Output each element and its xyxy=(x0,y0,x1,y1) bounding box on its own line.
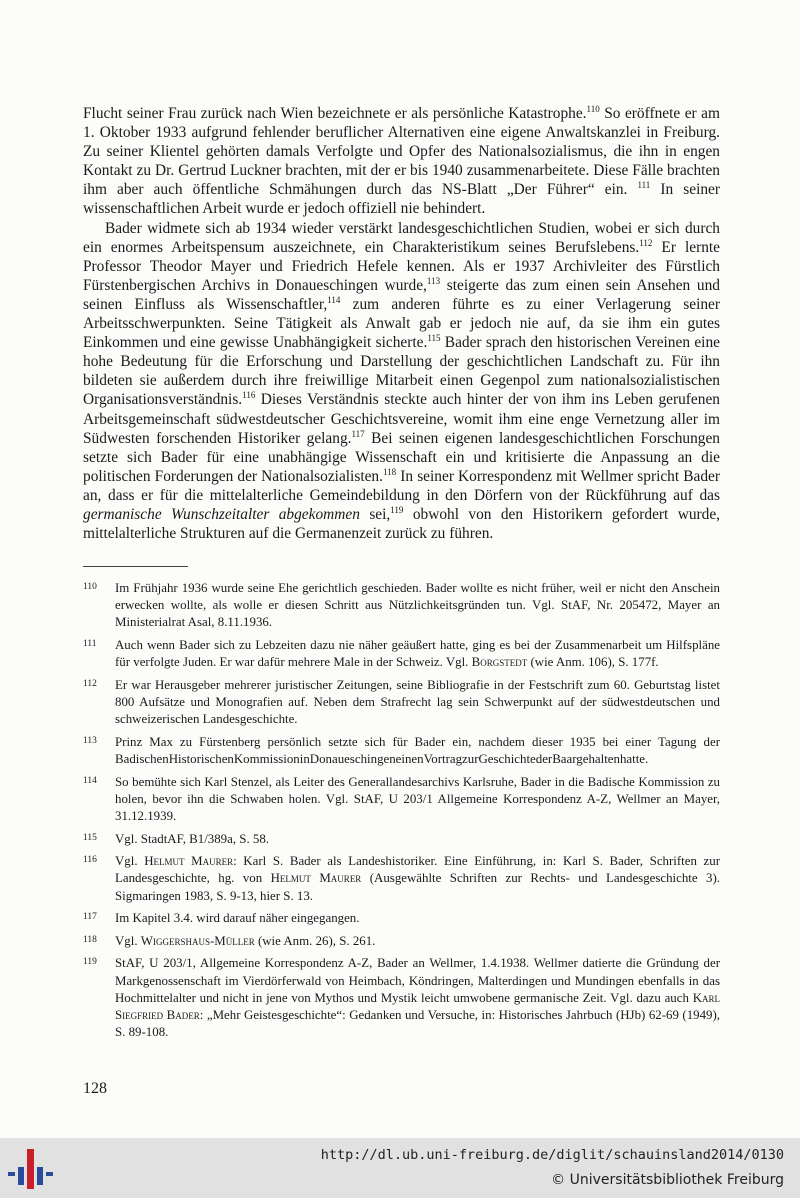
footnote xyxy=(83,910,720,927)
page-number: 128 xyxy=(83,1080,107,1097)
footnote xyxy=(83,580,720,632)
footnote xyxy=(83,734,720,768)
text-run: Dieses Verständnis steckte auch hinter der von ihm ins Leben gerufenen Arbeitsgemeinschaft südwestdeutscher Geschichtsvereine, womit ihm eine enge Vernetzung aller im Südwesten forschenden Historiker gelang. xyxy=(83,391,720,447)
footnote-text xyxy=(115,910,720,927)
footnote xyxy=(83,774,720,826)
ub-freiburg-logo-icon xyxy=(8,1145,54,1191)
footnote-reference[interactable]: 117 xyxy=(351,428,365,439)
footnote-number: 117 xyxy=(83,912,97,923)
main-text xyxy=(83,104,720,543)
paragraph xyxy=(83,219,720,544)
footnote-number: 118 xyxy=(83,934,97,945)
text-run: Bei seinen eigenen landesgeschichtlichen Forschungen setzte sich Bader für eine unabhängige Wissenschaft ein und kritisierte die Anpassung an die politischen Forderungen der Nationalsozialisten. xyxy=(83,429,721,485)
text-run: steigerte das zum einen sein Ansehen und seinen Einfluss als Wissenschaftler, xyxy=(83,276,720,313)
footnote-number: 116 xyxy=(83,855,97,866)
footnote-reference[interactable]: 118 xyxy=(382,466,397,477)
text-run: sei, xyxy=(359,505,391,523)
footnote xyxy=(83,637,720,671)
text-run: In seiner Korrespondenz mit Wellmer spricht Bader an, dass er für die mittelalterliche Gemeindebildung in den Dörfern von der Rückführung auf das xyxy=(83,467,721,504)
footnote xyxy=(83,853,720,905)
footnote-number: 115 xyxy=(83,832,97,843)
copyright-text: © Universitätsbibliothek Freiburg xyxy=(551,1172,784,1188)
author-name: Borgstedt xyxy=(471,655,528,670)
text-run: Im Kapitel 3.4. wird darauf näher eingegangen. xyxy=(115,911,360,926)
text-run: (wie Anm. 106), S. 177f. xyxy=(527,655,659,670)
footnote xyxy=(83,955,720,1041)
footnote-text xyxy=(115,853,720,905)
text-run: (wie Anm. 26), S. 261. xyxy=(254,933,376,948)
author-name: Helmut Maurer xyxy=(144,854,234,869)
footnote-reference[interactable]: 110 xyxy=(586,103,600,114)
footnote-text xyxy=(115,637,720,671)
footnote-reference[interactable]: 114 xyxy=(327,294,341,305)
footnote-reference[interactable]: 115 xyxy=(427,333,441,343)
footnote-reference[interactable]: 119 xyxy=(390,504,404,515)
text-run: Flucht seiner Frau zurück nach Wien bezeichnete er als persönliche Katastrophe. xyxy=(83,105,587,122)
text-run: In seiner wissenschaftlichen Arbeit wurde er jedoch offiziell nie behindert. xyxy=(83,181,721,218)
text-run: zum anderen führte es zu einer Verlagerung seiner Arbeitsschwerpunkten. Seine Tätigkeit als Anwalt gab er jedoch nie auf, da sie ihm ein gutes Einkommen und eine gewisse Unabhängigkeit sicherte. xyxy=(83,295,720,352)
text-run: Bader sprach den historischen Vereinen eine hohe Bedeutung für die Erforschung und Darstellung der geschichtlichen Landschaft zu. Für ihn bildeten sie außerdem durch ihre freiwillige Mitarbeit einen Gegenpol zum nationalsozialistischen Organisationsverständnis. xyxy=(83,334,720,409)
paragraph xyxy=(83,104,720,219)
italic-text: germanische Wunschzeitalter abgekommen xyxy=(83,505,360,523)
text-run: (Ausgewählte Schriften zur Rechts- und Landesgeschichte 3). Sigmaringen 1983, S. 9-13, hier S. 13. xyxy=(115,871,720,903)
text-run: Bader widmete sich ab 1934 wieder verstärkt landesgeschichtlichen Studien, wobei er sich durch ein enormes Arbeitspensum auszeichnete, ein Charakteristikum seines Berufslebens. xyxy=(83,219,720,256)
text-run: Er lernte Professor Theodor Mayer und Friedrich Hefele kennen. Als er 1937 Archivleiter des Fürstlich Fürstenbergischen Archivs in Donaueschingen wurde, xyxy=(83,238,720,294)
footnote-text xyxy=(115,774,720,826)
footnote-text xyxy=(115,580,720,632)
footnote-text xyxy=(115,734,720,768)
footnote xyxy=(83,677,720,729)
text-run: Vgl. xyxy=(115,933,141,948)
footnote xyxy=(83,831,720,848)
footnote-text xyxy=(115,955,720,1041)
footnote-number: 111 xyxy=(83,639,97,649)
text-run: StAF, U 203/1, Allgemeine Korrespondenz A-Z, Bader an Wellmer, 1.4.1938. Wellmer datierte die Gründung der Markgenossenschaft im Vierdörferwald von Heimbach, Köndringen, Malterdingen und Mundingen ebenfalls in das Hochmittelalter und nicht in jene von Mythos und Mystik leicht umwobene germanische Zeit. Vgl. dazu auch xyxy=(115,956,720,1005)
footnote-text xyxy=(115,677,720,729)
footnote-number: 110 xyxy=(83,582,97,592)
text-run: Vgl. StadtAF, B1/389a, S. 58. xyxy=(115,831,270,846)
author-name: Karl Siegfried Bader xyxy=(115,990,720,1022)
text-run: : „Mehr Geistesgeschichte“: Gedanken und Versuche, in: Historisches Jahrbuch (HJb) 62-69 (1949), S. 89-108. xyxy=(115,1007,720,1040)
source-url-link[interactable]: http://dl.ub.uni-freiburg.de/diglit/schauinsland2014/0130 xyxy=(320,1147,784,1163)
footnote-reference[interactable]: 116 xyxy=(242,390,256,401)
footnote-number: 113 xyxy=(83,735,97,746)
text-run: So eröffnete er am 1. Oktober 1933 aufgrund fehlender beruflicher Alternativen eine eigene Anwaltskanzlei in Freiburg. Zu seiner Klientel gehörten damals Verfolgte und Opfer des Nationalsozialismus, die ihn in engen Kontakt zu Dr. Gertrud Luckner brachten, mit der er bis 1940 zusammenarbeitete. Diese Fälle brachten ihm aber auch öffentliche Schmähungen durch das NS-Blatt „Der Führer“ ein. xyxy=(83,105,720,199)
footnote-number: 114 xyxy=(83,775,97,786)
text-run: Prinz Max zu Fürstenberg persönlich setzte sich für Bader ein, nachdem dieser 1935 bei einer Tagung der BadischenHistorischenKommissioninDonaueschingeneinenVortragzurGeschichtederBaargehaltenhatte. xyxy=(115,734,720,766)
text-run: Im Frühjahr 1936 wurde seine Ehe gerichtlich geschieden. Bader wollte es nicht früher, weil er nicht den Anschein erwecken wollte, als wolle er diesen Schritt aus Nützlichkeitsgründen tun. Vgl. StAF, Nr. 205472, Mayer an Ministerialrat Asal, 8.11.1936. xyxy=(115,581,720,630)
text-run: : Karl S. Bader als Landeshistoriker. Eine Einführung, in: Karl S. Bader, Schriften zur Landesgeschichte, hg. von xyxy=(115,854,720,886)
footnote-reference[interactable]: 113 xyxy=(426,275,441,286)
footnote-number: 119 xyxy=(83,957,97,968)
footer-bar xyxy=(0,1138,800,1198)
text-run: Er war Herausgeber mehrerer juristischer Zeitungen, seine Bibliografie in der Festschrift zum 60. Geburtstag listet 800 Aufsätze und Monografien auf. Neben dem Strafrecht lag sein Schwerpunkt auf der südwestdeutschen und schweizerischen Landesgeschichte. xyxy=(115,677,720,727)
author-name: Wiggershaus-Müller xyxy=(140,933,255,948)
author-name: Helmut Maurer xyxy=(270,871,362,886)
text-run: Vgl. xyxy=(115,854,145,869)
footnotes xyxy=(83,580,720,1047)
text-run: obwohl von den Historikern gefordert wurde, mittelalterliche Strukturen auf die Germanenzeit zurück zu führen. xyxy=(83,505,721,543)
footnote xyxy=(83,933,720,950)
footnote-text xyxy=(115,831,720,848)
footnote-separator xyxy=(83,566,188,567)
footnote-number: 112 xyxy=(83,678,97,689)
footnote-reference[interactable]: 112 xyxy=(639,237,653,248)
footnote-text xyxy=(115,933,720,950)
text-run: So bemühte sich Karl Stenzel, als Leiter des Generallandesarchivs Karlsruhe, Bader in die Badische Kommission zu holen, bevor ihn die Schwaben holen. Vgl. StAF, U 203/1 Allgemeine Korrespondenz A-Z, Wellmer an Mayer, 31.12.1939. xyxy=(115,774,720,823)
footnote-reference[interactable]: 111 xyxy=(637,180,651,191)
text-run: Auch wenn Bader sich zu Lebzeiten dazu nie näher geäußert hatte, ging es bei der Zusammenarbeit um Hilfspläne für verfolgte Juden. Er war dafür mehrere Male in der Schweiz. Vgl. xyxy=(115,638,720,670)
